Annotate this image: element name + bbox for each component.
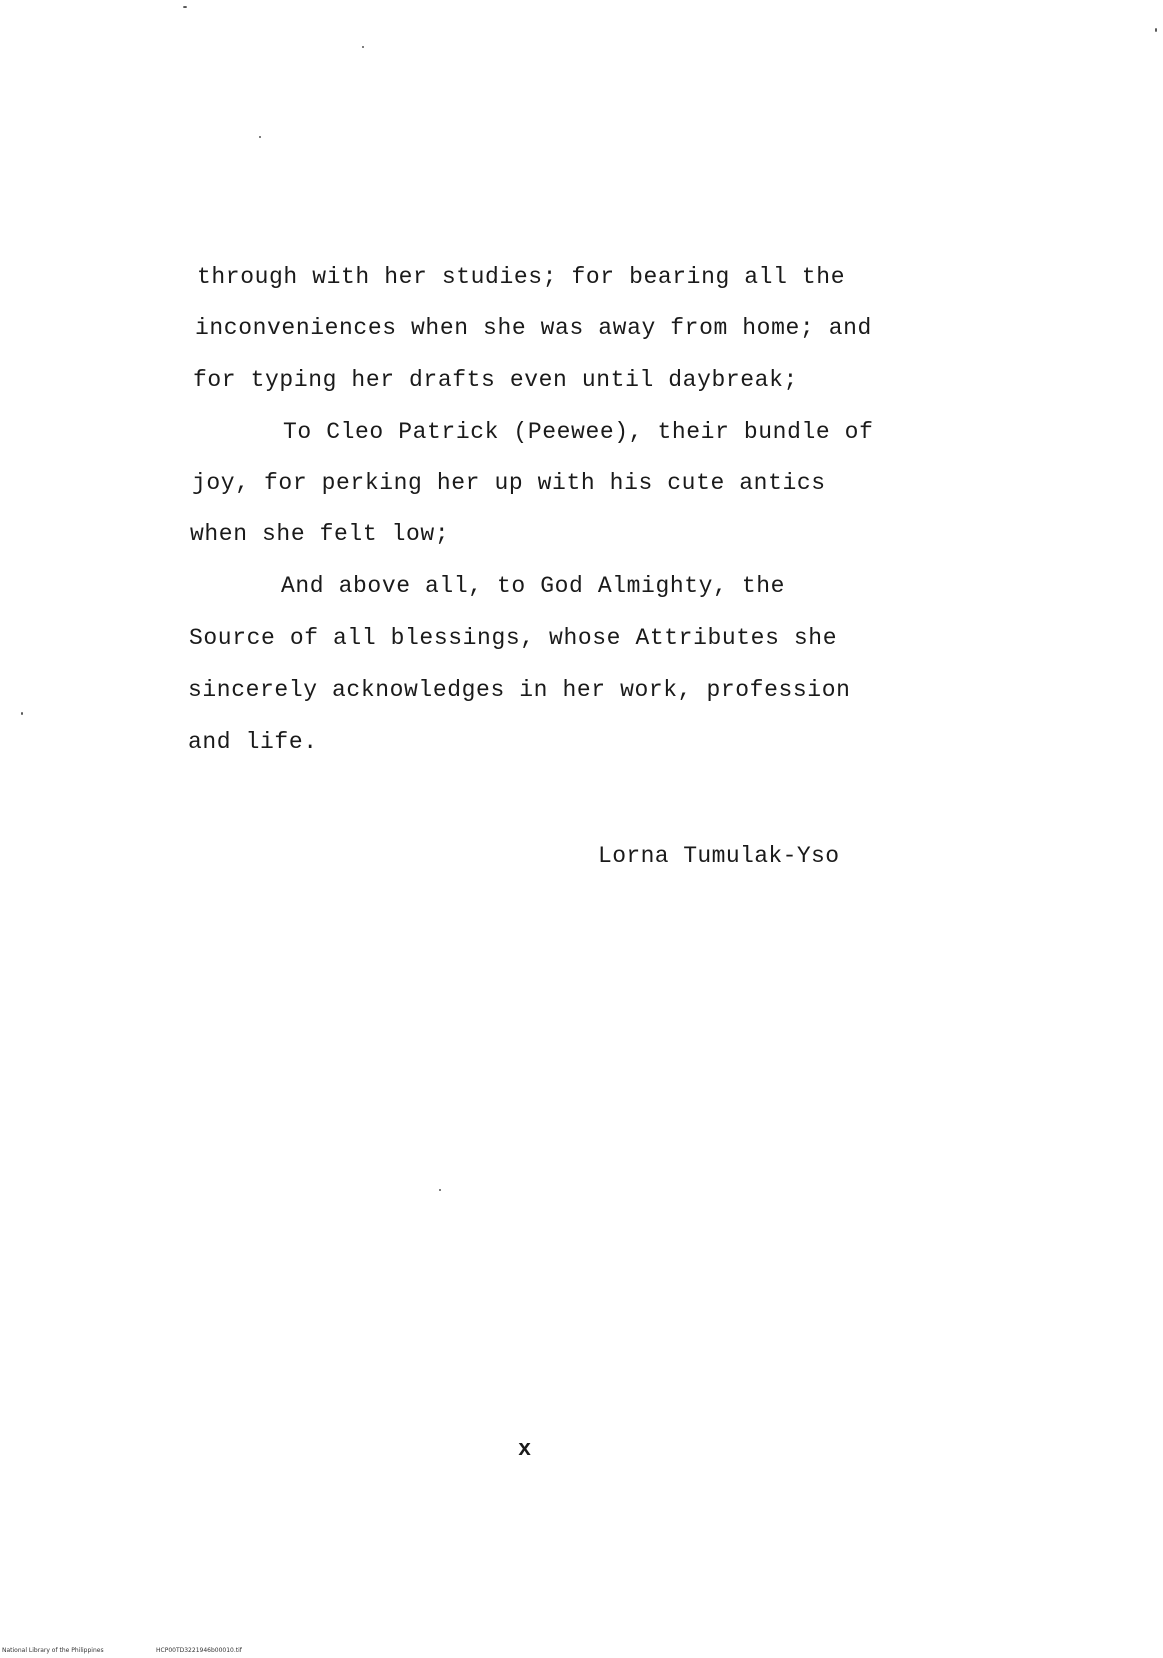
body-line-8: Source of all blessings, whose Attributes she bbox=[189, 625, 838, 651]
scan-speck bbox=[439, 1189, 441, 1191]
footer-file: HCP00TD3221946b00010.tif bbox=[156, 1647, 242, 1654]
body-line-5: joy, for perking her up with his cute antics bbox=[192, 470, 826, 496]
body-line-9: sincerely acknowledges in her work, profession bbox=[188, 677, 851, 703]
footer-library: National Library of the Philippines bbox=[2, 1647, 104, 1654]
scan-speck bbox=[259, 136, 261, 138]
body-line-10: and life. bbox=[188, 729, 318, 755]
body-line-7: And above all, to God Almighty, the bbox=[281, 573, 786, 599]
page-number: x bbox=[518, 1437, 532, 1462]
signature: Lorna Tumulak-Yso bbox=[598, 843, 840, 869]
scan-speck bbox=[183, 6, 187, 8]
body-line-1: through with her studies; for bearing all the bbox=[197, 264, 846, 290]
body-line-3: for typing her drafts even until daybreak; bbox=[193, 367, 798, 393]
body-line-2: inconveniences when she was away from home; and bbox=[195, 315, 872, 341]
scan-speck bbox=[21, 712, 23, 715]
scan-speck bbox=[362, 46, 364, 48]
body-line-6: when she felt low; bbox=[190, 521, 450, 547]
scan-speck bbox=[1155, 28, 1157, 32]
body-line-4: To Cleo Patrick (Peewee), their bundle of bbox=[283, 419, 874, 445]
